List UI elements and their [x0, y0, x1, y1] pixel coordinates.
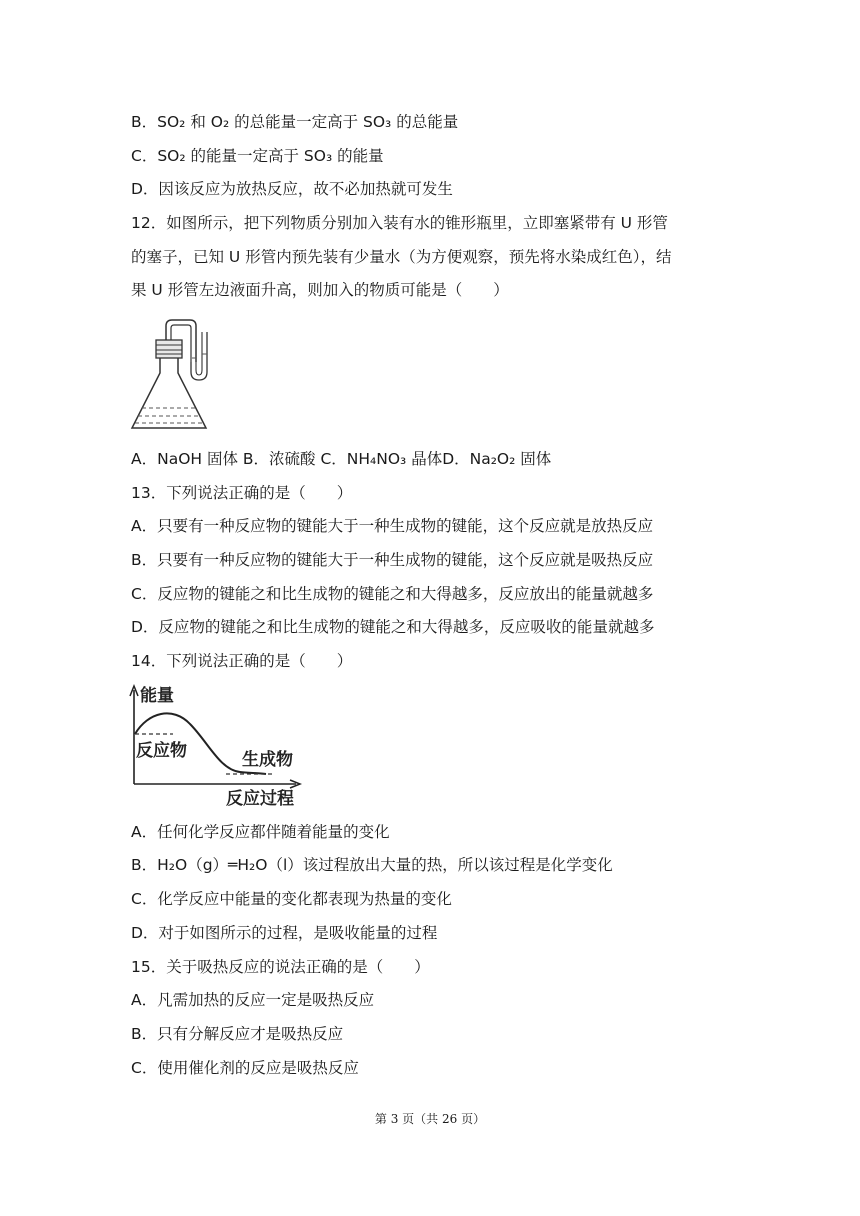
q14-option-c: C．化学反应中能量的变化都表现为热量的变化 [131, 890, 452, 908]
q14-option-b: B．H₂O（g）═H₂O（l）该过程放出大量的热，所以该过程是化学变化 [131, 856, 613, 874]
q14-option-a: A．任何化学反应都伴随着能量的变化 [131, 823, 390, 841]
q13-stem: 13．下列说法正确的是（ ） [131, 484, 353, 502]
energy-diagram-figure [128, 684, 303, 810]
q13-option-c: C．反应物的键能之和比生成物的键能之和大得越多，反应放出的能量就越多 [131, 585, 654, 603]
q12-stem-line-1: 12．如图所示，把下列物质分别加入装有水的锥形瓶里，立即塞紧带有 U 形管 [131, 214, 668, 232]
q15-option-b: B．只有分解反应才是吸热反应 [131, 1025, 344, 1043]
y-axis-label: 能量 [140, 686, 174, 706]
q11-option-d: D．因该反应为放热反应，故不必加热就可发生 [131, 180, 453, 198]
flask-u-tube-figure [128, 318, 223, 436]
q12-options: A．NaOH 固体 B．浓硫酸 C．NH₄NO₃ 晶体D．Na₂O₂ 固体 [131, 450, 552, 468]
q13-option-b: B．只要有一种反应物的键能大于一种生成物的键能，这个反应就是吸热反应 [131, 551, 654, 569]
x-axis-label: 反应过程 [226, 789, 294, 809]
product-label: 生成物 [242, 750, 293, 770]
q12-stem-line-2: 的塞子，已知 U 形管内预先装有少量水（为方便观察，预先将水染成红色），结 [131, 248, 672, 266]
q15-option-c: C．使用催化剂的反应是吸热反应 [131, 1059, 359, 1077]
q15-stem: 15．关于吸热反应的说法正确的是（ ） [131, 958, 430, 976]
q11-option-b: B．SO₂ 和 O₂ 的总能量一定高于 SO₃ 的总能量 [131, 113, 459, 131]
q11-option-c: C．SO₂ 的能量一定高于 SO₃ 的能量 [131, 147, 384, 165]
page-footer: 第 3 页（共 26 页） [374, 1112, 486, 1126]
q13-option-a: A．只要有一种反应物的键能大于一种生成物的键能，这个反应就是放热反应 [131, 517, 654, 535]
q13-option-d: D．反应物的键能之和比生成物的键能之和大得越多，反应吸收的能量就越多 [131, 618, 655, 636]
q15-option-a: A．凡需加热的反应一定是吸热反应 [131, 991, 375, 1009]
q14-stem: 14．下列说法正确的是（ ） [131, 652, 353, 670]
reactant-label: 反应物 [136, 741, 187, 761]
q14-option-d: D．对于如图所示的过程，是吸收能量的过程 [131, 924, 438, 942]
q12-stem-line-3: 果 U 形管左边液面升高，则加入的物质可能是（ ） [131, 281, 509, 299]
